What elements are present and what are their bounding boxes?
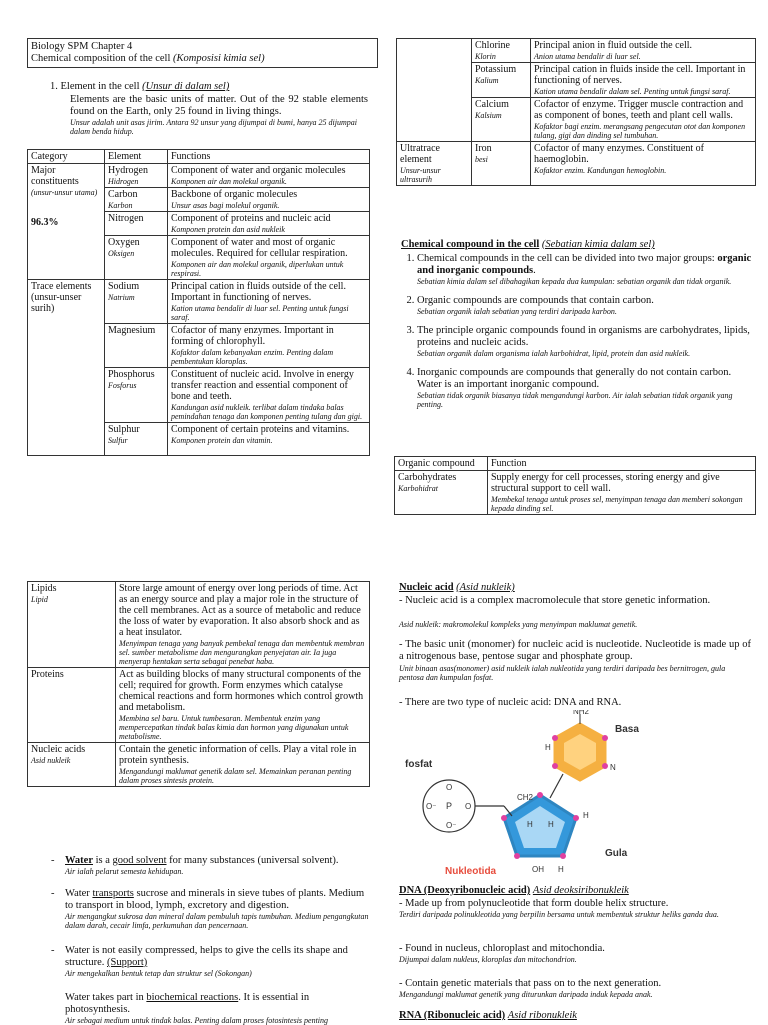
function-cell: Store large amount of energy over long periods of time. Act as an energy source and play a major role in the structure of the cell membranes. Act as a source of metabolic and reduce the loss of water by evaporation. It also absorb shock and as a heat insulator. Menyimpan tenaga yang banyak pembekal tenaga dan membentuk membran sel. sumber metabolisme dan mengurangkan penyejatan air. Ia juga menyerap hentakan serta sebagai penebat haba. — [116, 582, 370, 668]
header-function: Function — [488, 457, 756, 471]
atom-marker — [501, 815, 507, 821]
header-element: Element — [105, 150, 168, 164]
elements-table — [27, 149, 370, 456]
elements-table-continued — [396, 38, 756, 186]
atom-marker — [573, 815, 579, 821]
element-cell: Hydrogen Hidrogen — [105, 164, 168, 188]
label-n-base: N — [610, 763, 616, 772]
label-o-bottom: O⁻ — [446, 821, 457, 830]
organic-compound-table — [394, 456, 756, 515]
atom-marker — [602, 735, 608, 741]
label-o-top: O — [446, 783, 453, 792]
atom-marker — [552, 735, 558, 741]
section-1-paragraph: Elements are the basic units of matter. Out of the 92 stable elements found on the Earth, only 25 found in living things. — [70, 94, 368, 117]
water-bullet: - Water is a good solvent for many substances (universal solvent). Air ialah pelarut semesta kehidupan. — [51, 855, 339, 876]
element-cell: Phosphorus Fosforus — [105, 368, 168, 423]
nucleic-para-3: - There are two type of nucleic acid: DNA and RNA. — [399, 697, 622, 708]
nucleotide-diagram — [400, 710, 650, 880]
label-h-base: H — [545, 743, 551, 752]
header-functions: Functions — [168, 150, 370, 164]
table-row — [395, 471, 756, 515]
table-row — [28, 668, 370, 743]
label-h-inner: H — [527, 820, 533, 829]
atom-marker — [602, 763, 608, 769]
title-line-1: Biology SPM Chapter 4 — [31, 41, 133, 52]
function-cell: Cofactor of many enzymes. Constituent of haemoglobin. Kofaktor enzim. Kandungan hemoglobin. — [531, 142, 756, 186]
element-cell: Potassium Kalium — [472, 63, 531, 98]
title-line-2: Chemical composition of the cell (Komposisi kimia sel) — [31, 53, 265, 64]
function-cell: Component of certain proteins and vitamins. Komponen protein dan vitamin. — [168, 423, 370, 456]
function-cell: Principal cation in fluids outside of the cell. Important in functioning of nerves. Kation utama bendalir di luar sel. Penting untuk fungsi saraf. — [168, 280, 370, 324]
element-cell: Carbon Karbon — [105, 188, 168, 212]
label-oh: OH — [532, 865, 544, 874]
compound-cell: Carbohydrates Karbohidrat — [395, 471, 488, 515]
atom-marker — [552, 763, 558, 769]
label-p: P — [446, 801, 453, 811]
table-row — [28, 280, 370, 324]
label-basa: Basa — [615, 724, 639, 735]
element-cell: Calcium Kalsium — [472, 98, 531, 142]
table-header-row — [28, 150, 370, 164]
element-cell: Sodium Natrium — [105, 280, 168, 324]
function-cell: Component of proteins and nucleic acid Komponen protein dan asid nukleik — [168, 212, 370, 236]
label-fosfat: fosfat — [405, 759, 433, 770]
element-cell: Iron besi — [472, 142, 531, 186]
function-cell: Backbone of organic molecules Unsur asas bagi molekul organik. — [168, 188, 370, 212]
nucleic-para-1: - Nucleic acid is a complex macromolecule that store genetic information. — [399, 595, 711, 606]
atom-marker — [537, 792, 543, 798]
function-cell: Supply energy for cell processes, storing energy and give structural support to cell wall. Membekal tenaga untuk proses sel, menyimpan tenaga dan memberi sokongan kepada dinding sel. — [488, 471, 756, 515]
table-row — [28, 582, 370, 668]
base-sugar-bond — [550, 774, 563, 798]
rna-heading: RNA (Ribonucleic acid) Asid ribonukleik — [399, 1010, 577, 1021]
function-cell: Constituent of nucleic acid. Involve in energy transfer reaction and essential component of bone and teeth. Kandungan asid nukleik. terlibat dalam tindaka balas pemindahan tenaga dan komponen penting tulang dan gigi. — [168, 368, 370, 423]
function-cell: Contain the genetic information of cells. Play a vital role in protein synthesis. Mengandungi maklumat genetik dalam sel. Memainkan peranan penting dalam proses sintesis protein. — [116, 743, 370, 787]
label-o-left: O⁻ — [426, 802, 437, 811]
function-cell: Component of water and most of organic molecules. Required for cellular respiration. Komponen air dan molekul organik, diperlukan untuk respirasi. — [168, 236, 370, 280]
category-ultratrace: Ultratrace element Unsur-unsur ultrasurih — [397, 142, 472, 186]
atom-marker — [514, 853, 520, 859]
list-item: 2. Organic compounds are compounds that contain carbon. Sebatian organik ialah sebatian yang terdiri daripada karbon. — [417, 295, 755, 316]
nucleic-para-1-ms: Asid nukleik: makromolekul kompleks yang menyimpan maklumat genetik. — [399, 620, 638, 629]
nucleic-para-2: - The basic unit (monomer) for nucleic acid is nucleotide. Nucleotide is made up of a nitrogenous base, pentose sugar and phosphate group. — [399, 639, 751, 662]
table-row — [28, 164, 370, 188]
label-nh2: NH2 — [573, 710, 590, 716]
label-o-right: O — [465, 802, 472, 811]
element-cell: Nitrogen — [105, 212, 168, 236]
element-cell: Magnesium — [105, 324, 168, 368]
compound-table-continued — [27, 581, 370, 787]
element-cell: Sulphur Sulfur — [105, 423, 168, 456]
label-nukleotida: Nukleotida — [445, 866, 497, 877]
label-ch2: CH2 — [517, 793, 534, 802]
label-h-sugar: H — [583, 811, 589, 820]
table-row — [397, 39, 756, 63]
element-cell: Chlorine Klorin — [472, 39, 531, 63]
section-1-paragraph-ms: Unsur adalah unit asas jirim. Antara 92 unsur yang dijumpai di bumi, hanya 25 dijumpai dalam benda hidup. — [70, 118, 357, 136]
header-organic-compound: Organic compound — [395, 457, 488, 471]
category-major: Major constituents (unsur-unsur utama) 96.3% — [28, 164, 105, 280]
table-header-row — [395, 457, 756, 471]
function-cell: Act as building blocks of many structural components of the cell; required for growth. Form enzymes which catalyse chemical reactions and form hormones which control growth and metabolism. Membina sel baru. Untuk tumbesaran. Membentuk enzim yang mempercepatkan tindak balas kimia dan hormon yang digunakan untuk metabolisme. — [116, 668, 370, 743]
function-cell: Cofactor of enzyme. Trigger muscle contraction and as component of bones, teeth and plant cell walls. Kofaktor bagi enzim. merangsang pengecutan otot dan komponen tulang, gigi dan dinding sel tumbuhan. — [531, 98, 756, 142]
list-item: 4. Inorganic compounds are compounds that generally do not contain carbon. Water is an important inorganic compound. Sebatian tidak organik biasanya tidak mengandungi karbon. Air ialah sebatian tidak organik yang penting. — [417, 367, 755, 409]
atom-marker — [560, 853, 566, 859]
section-2-heading: Chemical compound in the cell (Sebatian kimia dalam sel) — [401, 239, 655, 250]
category-trace-continued — [397, 39, 472, 142]
nucleic-acid-heading: Nucleic acid (Asid nukleik) — [399, 582, 515, 593]
label-h-inner-2: H — [548, 820, 554, 829]
compound-cell: Lipids Lipid — [28, 582, 116, 668]
page-2 — [0, 560, 768, 1024]
function-cell: Principal anion in fluid outside the cell. Anion utama bendalir di luar sel. — [531, 39, 756, 63]
section-2-list — [401, 253, 755, 418]
category-trace: Trace elements (unsur-unser surih) — [28, 280, 105, 456]
title-box — [27, 38, 378, 68]
table-row — [28, 743, 370, 787]
element-cell: Oxygen Oksigen — [105, 236, 168, 280]
function-cell: Cofactor of many enzymes. Important in forming of chlorophyll. Kofaktor dalam kebanyakan enzim. Penting dalam pembentukan kloroplas. — [168, 324, 370, 368]
water-bullet: - Water is not easily compressed, helps to give the cells its shape and structure. (Support) Air mengekalkan bentuk tetap dan struktur sel (Sokongan) — [51, 945, 348, 978]
function-cell: Principal cation in fluids inside the cell. Important in functioning of nerves. Kation utama bendalir dalam sel. Penting untuk fungsi saraf. — [531, 63, 756, 98]
dna-point: - Made up from polynucleotide that form double helix structure. Terdiri daripada polinukleotida yang berpilin bersama untuk membentuk struktur heliks ganda dua. — [399, 898, 719, 919]
label-gula: Gula — [605, 848, 628, 859]
label-h-bottom: H — [558, 865, 564, 874]
table-row — [397, 142, 756, 186]
nucleic-para-2-ms: Unit binaan asas(monomer) asid nukleik ialah nukleotida yang terdiri daripada bes bernitrogen, gula pentosa dan kumpulan fosfat. — [399, 664, 726, 682]
section-1-heading: 1. Element in the cell (Unsur di dalam sel) — [50, 81, 230, 92]
compound-cell: Nucleic acids Asid nukleik — [28, 743, 116, 787]
dna-point: - Contain genetic materials that pass on to the next generation. Mengandungi maklumat genetik yang diturunkan daripada induk kepada anak. — [399, 978, 662, 999]
list-item: 1. Chemical compounds in the cell can be divided into two major groups: organic and inorganic compounds. Sebatian kimia dalam sel dibahagikan kepada dua kumpulan: sebatian organik dan tidak organik. — [417, 253, 755, 286]
function-cell: Component of water and organic molecules Komponen air dan molekul organik. — [168, 164, 370, 188]
dna-heading: DNA (Deoxyribonucleic acid) Asid deoksiribonukleik — [399, 885, 629, 896]
list-item: 3. The principle organic compounds found in organisms are carbohydrates, lipids, proteins and nucleic acids. Sebatian organik dalam organisma ialah karbohidrat, lipid, protein dan asid nukleik. — [417, 325, 755, 358]
dna-point: - Found in nucleus, chloroplast and mitochondia. Dijumpai dalam nukleus, kloroplas dan mitochondrion. — [399, 943, 605, 964]
header-category: Category — [28, 150, 105, 164]
compound-cell: Proteins — [28, 668, 116, 743]
water-bullet: - Water transports sucrose and minerals in sieve tubes of plants. Medium to transport in blood, lymph, excretory and digestion. Air mengangkut sukrosa dan mineral dalam pembuluh tapis tumbuhan. Medium pengangkutan dalam darah, cecair limfa, perkumuhan dan pencernaan. — [51, 888, 369, 930]
water-bullet: Water takes part in biochemical reactions. It is essential in photosynthesis. Air sebagai medium untuk tindak balas. Penting dalam proses fotosintesis penting — [65, 992, 329, 1025]
